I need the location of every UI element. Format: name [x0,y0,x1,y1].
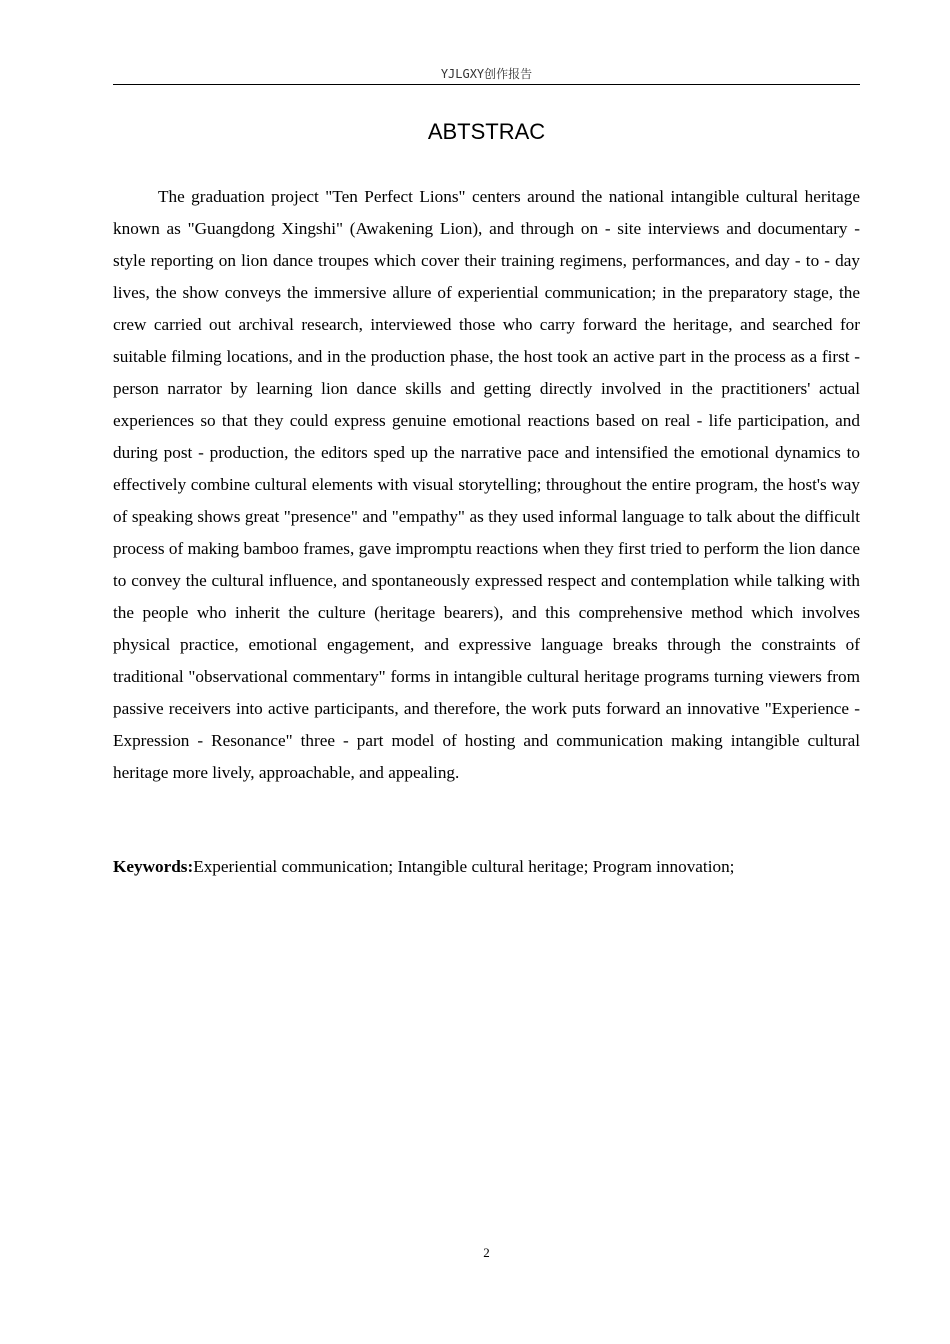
page-number: 2 [483,1245,490,1260]
page-title: ABTSTRAC [427,119,546,144]
abstract-paragraph: The graduation project "Ten Perfect Lions" centers around the national intangible cultural heritage known as "Guangdong Xingshi" (Awakening Lion), and through on - site interviews and documentary - style reporting on lion dance troupes which cover their training regimens, performances, and day - to - day lives, the show conveys the immersive allure of experiential communication; in the preparatory stage, the crew carried out archival research, interviewed those who carry forward the heritage, and searched for suitable filming locations, and in the production phase, the host took an active part in the process as a first - person narrator by learning lion dance skills and getting directly involved in the practitioners' actual experiences so that they could express genuine emotional reactions based on real - life participation, and during post - production, the editors sped up the narrative pace and intensified the emotional dynamics to effectively combine cultural elements with visual storytelling; throughout the entire program, the host's way of speaking shows great "presence" and "empathy" as they used informal language to talk about the difficult process of making bamboo frames, gave impromptu reactions when they first tried to perform the lion dance to convey the cultural influence, and spontaneously expressed respect and contemplation while talking with the people who inherit the culture (heritage bearers), and this comprehensive method which involves physical practice, emotional engagement, and expressive language breaks through the constraints of traditional "observational commentary" forms in intangible cultural heritage programs turning viewers from passive receivers into active participants, and therefore, the work puts forward an innovative "Experience - Expression - Resonance" three - part model of hosting and communication making intangible cultural heritage more lively, approachable, and appealing. [113,187,860,782]
keywords-line [113,851,860,883]
running-header: YJLGXY创作报告 [440,67,533,81]
keywords-label: Keywords: [113,857,194,876]
keywords-text: Experiential communication; Intangible cultural heritage; Program innovation; [193,857,735,876]
header-rule [113,84,860,85]
